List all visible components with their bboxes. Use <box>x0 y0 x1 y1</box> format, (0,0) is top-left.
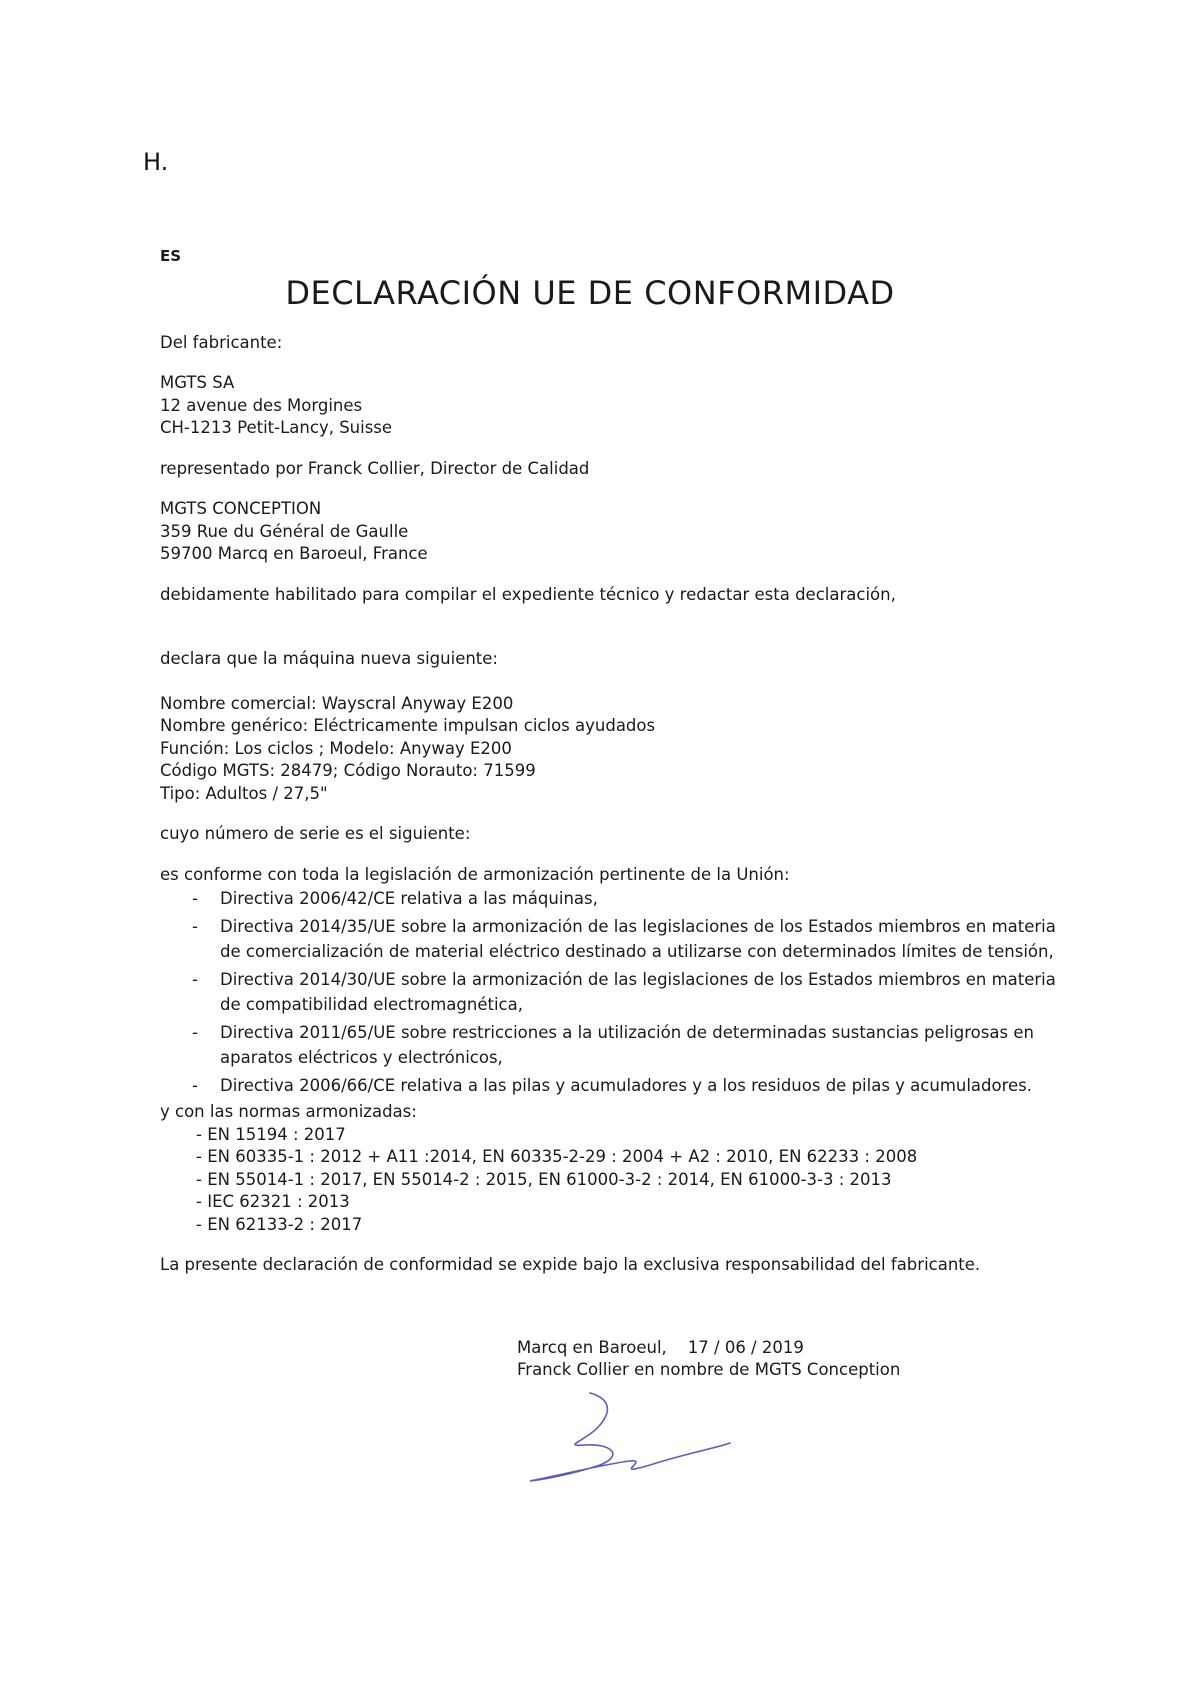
product-commercial-name: Nombre comercial: Wayscral Anyway E200 <box>160 693 514 713</box>
norm-item: - EN 60335-1 : 2012 + A11 :2014, EN 60335-2-29 : 2004 + A2 : 2010, EN 62233 : 2008 <box>196 1147 918 1166</box>
directives-list <box>160 886 1060 1098</box>
directive-item: - Directiva 2014/35/UE sobre la armonización de las legislaciones de los Estados miembros en materia de comercialización de material eléctrico destinado a utilizarse con determinados límites de tensión, <box>160 914 1060 964</box>
responsibility-statement: La presente declaración de conformidad se expide bajo la exclusiva responsabilidad del fabricante. <box>160 1255 981 1274</box>
language-code: ES <box>160 247 182 265</box>
norm-item: - IEC 62321 : 2013 <box>196 1192 350 1211</box>
product-type: Tipo: Adultos / 27,5" <box>160 783 328 803</box>
directive-item: - Directiva 2006/66/CE relativa a las pilas y acumuladores y a los residuos de pilas y acumuladores. <box>160 1073 1060 1098</box>
manufacturer-name: MGTS SA <box>160 373 235 392</box>
manufacturer-address-line2: CH-1213 Petit-Lancy, Suisse <box>160 418 393 437</box>
norms-intro: y con las normas armonizadas: <box>160 1102 417 1121</box>
product-function-model: Función: Los ciclos ; Modelo: Anyway E200 <box>160 738 512 758</box>
signature-place-date: Marcq en Baroeul, 17 / 06 / 2019 <box>517 1338 804 1357</box>
directive-item: - Directiva 2014/30/UE sobre la armonización de las legislaciones de los Estados miembros en materia de compatibilidad electromagnética, <box>160 967 1060 1017</box>
handwritten-signature <box>530 1385 750 1495</box>
manufacturer-label: Del fabricante: <box>160 332 283 352</box>
declaration-body <box>160 245 1060 1277</box>
signature-block <box>517 1337 900 1381</box>
signature-name: Franck Collier en nombre de MGTS Conception <box>517 1360 901 1379</box>
declares-statement: declara que la máquina nueva siguiente: <box>160 649 498 668</box>
signature-stroke <box>530 1393 730 1481</box>
page-letter: H. <box>143 148 169 176</box>
norm-item: - EN 62133-2 : 2017 <box>196 1214 363 1234</box>
serial-label: cuyo número de serie es el siguiente: <box>160 824 471 843</box>
conformity-intro: es conforme con toda la legislación de armonización pertinente de la Unión: <box>160 864 790 884</box>
norm-item: - EN 15194 : 2017 <box>196 1124 346 1144</box>
authorized-name: MGTS CONCEPTION <box>160 499 322 518</box>
product-generic-name: Nombre genérico: Eléctricamente impulsan ciclos ayudados <box>160 716 656 735</box>
norms-list <box>160 1124 1060 1237</box>
norm-item: - EN 55014-1 : 2017, EN 55014-2 : 2015, EN 61000-3-2 : 2014, EN 61000-3-3 : 2013 <box>196 1169 892 1189</box>
manufacturer-address-line1: 12 avenue des Morgines <box>160 395 363 415</box>
represented-by: representado por Franck Collier, Director de Calidad <box>160 458 590 478</box>
document-title: DECLARACIÓN UE DE CONFORMIDAD <box>285 273 895 312</box>
product-codes: Código MGTS: 28479; Código Norauto: 71599 <box>160 761 536 780</box>
authorized-address-line1: 359 Rue du Général de Gaulle <box>160 521 409 541</box>
authorized-note: debidamente habilitado para compilar el expediente técnico y redactar esta declaración, <box>160 584 896 604</box>
authorized-address-line2: 59700 Marcq en Baroeul, France <box>160 544 428 563</box>
directive-item: - Directiva 2011/65/UE sobre restricciones a la utilización de determinadas sustancias peligrosas en aparatos eléctricos y electrónicos, <box>160 1020 1060 1070</box>
directive-item: - Directiva 2006/42/CE relativa a las máquinas, <box>160 886 1060 911</box>
